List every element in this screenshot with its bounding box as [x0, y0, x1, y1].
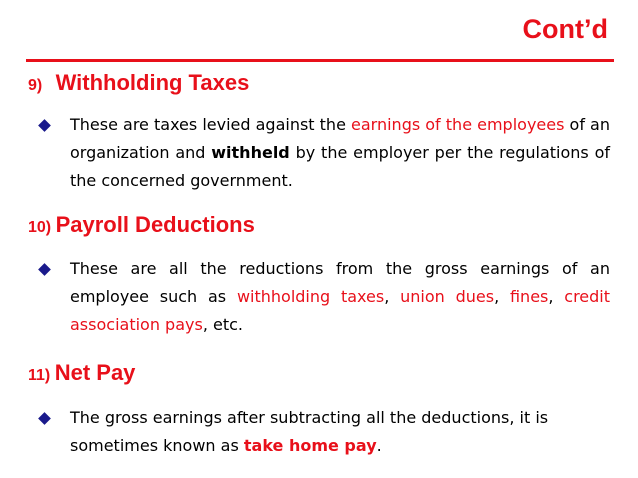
section-heading-payroll-deductions	[28, 212, 255, 238]
diamond-bullet-icon	[38, 263, 51, 276]
title-divider	[26, 59, 614, 62]
section-title: Payroll Deductions	[55, 212, 255, 237]
section-number: 11)	[28, 367, 51, 384]
section-paragraph-payroll-deductions: These are all the reductions from the gross earnings of an employee such as withholding taxes, union dues, fines, credit association pays, etc.	[70, 259, 611, 334]
section-number: 9)	[28, 77, 43, 94]
page-title: Cont’d	[522, 14, 608, 44]
diamond-bullet-icon	[38, 119, 51, 132]
section-title: Net Pay	[54, 360, 136, 385]
section-number: 10)	[28, 219, 52, 236]
section-paragraph-withholding-taxes: These are taxes levied against the earnings of the employees of an organization and withheld by the employer per the regulations of the concerned government.	[70, 115, 611, 190]
section-heading-withholding-taxes	[28, 70, 249, 96]
diamond-bullet-icon	[38, 412, 51, 425]
section-heading-net-pay	[28, 360, 135, 386]
section-title: Withholding Taxes	[55, 70, 250, 95]
section-paragraph-net-pay: The gross earnings after subtracting all the deductions, it is sometimes known as take home pay.	[70, 408, 549, 455]
